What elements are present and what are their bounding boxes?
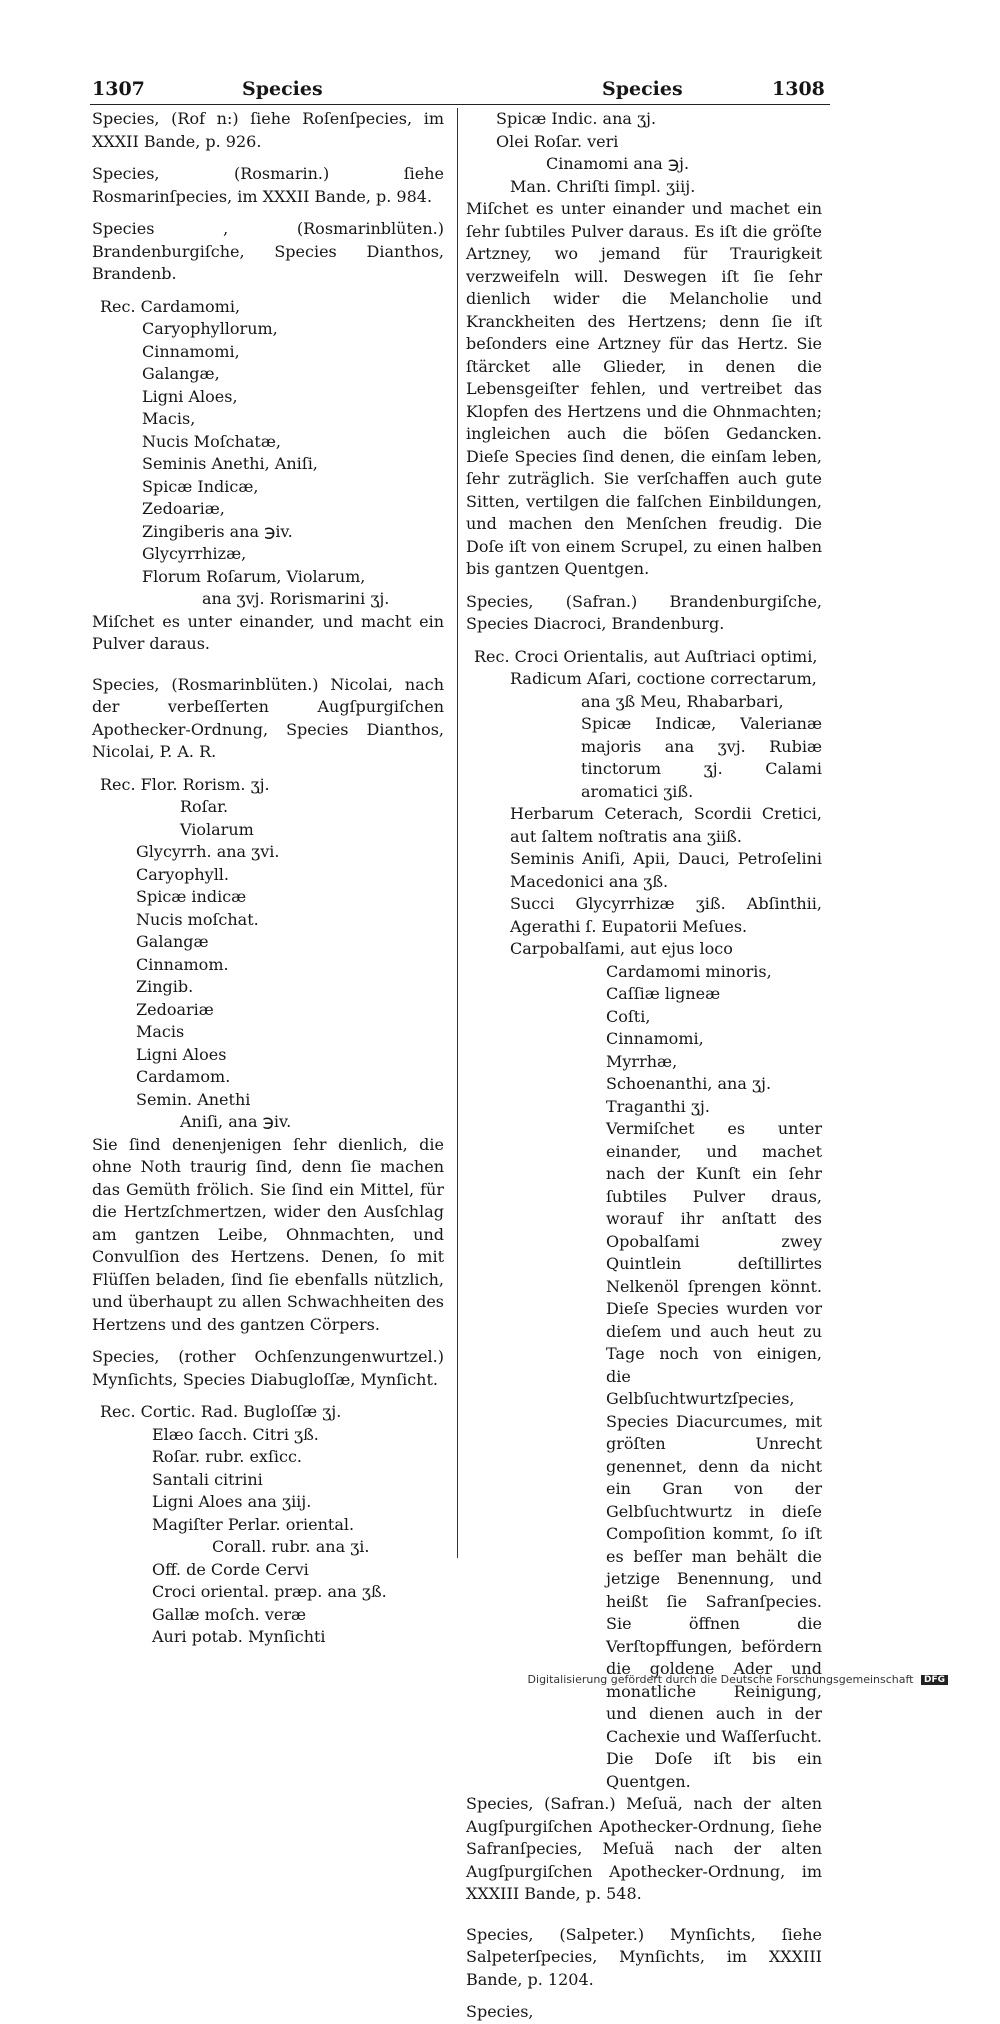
recipe-line: Glycyrrhizæ, bbox=[142, 544, 247, 563]
recipe-line: Vermiſchet es unter einander, und machet nach der Kunſt ein ſehr ſubtiles Pulver draus, worauf ihr anſtatt des Opobalſami zwey Quintlein deſtillirtes Nelkenöl ſprengen könnt. Dieſe Species wurden vor dieſem und auch heut zu Tage noch von einigen, die Gelbſuchtwurtzſpecies, Species Diacurcumes, mit gröſten Unrecht genennet, denn da nicht ein Gran von der Gelbſuchtwurtz in dieſe Compoſition kommt, ſo iſt es beſſer man behält die jetzige Benennung, und heißt ſie Safranſpecies. Sie öffnen die Verſtopffungen, befördern die goldene Ader und monatliche Reinigung, und dienen auch in der Cachexie und Waſſerſucht. Die Doſe iſt bis ein Quentgen. bbox=[606, 1119, 822, 1791]
usage-paragraph: Sie ſind denenjenigen ſehr dienlich, die ohne Noth traurig ſind, denn ſie machen das Gemüth frölich. Sie ſind ein Mittel, für die Hertzſchmertzen, wider den Ausſchlag am gantzen Leibe, Ohnmachten, und Convulſion des Hertzens. Denen, ſo mit Flüſſen beladen, ſind ſie ebenfalls nützlich, und überhaupt zu allen Schwachheiten des Hertzens und des gantzen Cörpers. bbox=[92, 1134, 444, 1334]
recipe-line: Caryophyll. bbox=[136, 864, 230, 884]
recipe-line: Caryophyllorum, bbox=[142, 319, 278, 338]
recipe-line: Rec. Flor. Rorism. ʒj. bbox=[100, 774, 270, 794]
entry-rosen: Species, (Rof n:) ſiehe Roſenſpecies, im XXXII Bande, p. 926. bbox=[92, 109, 444, 151]
recipe-line: Zingib. bbox=[136, 977, 194, 996]
recipe-line: Radicum Aſari, coctione correctarum, bbox=[510, 669, 817, 688]
entry-rosmarin: Species, (Rosmarin.) ſiehe Rosmarinſpecies, im XXXII Bande, p. 984. bbox=[92, 164, 444, 206]
recipe-line: Cardamomi minoris, bbox=[606, 961, 772, 981]
recipe-line: Ligni Aloes bbox=[136, 1044, 227, 1064]
recipe-line: Glycyrrh. ana ʒvi. bbox=[136, 842, 280, 861]
header-rule bbox=[90, 104, 830, 105]
recipe-line: Roſar. rubr. exſicc. bbox=[152, 1447, 302, 1466]
recipe-line: Traganthi ʒj. bbox=[606, 1096, 710, 1116]
recipe-line: Auri potab. Mynſichti bbox=[152, 1627, 326, 1646]
page-number-left: 1307 bbox=[92, 78, 145, 100]
recipe-line: Macis, bbox=[142, 409, 196, 428]
recipe-line: Seminis Aniſi, Apii, Dauci, Petroſelini Macedonici ana ʒß. bbox=[510, 849, 822, 891]
recipe-line: Ligni Aloes ana ʒiij. bbox=[152, 1492, 312, 1511]
recipe-line: Santali citrini bbox=[152, 1469, 263, 1489]
recipe-line: Zingiberis ana ℈iv. bbox=[142, 521, 293, 541]
recipe-line: Semin. Anethi bbox=[136, 1089, 251, 1109]
recipe-line: Spicæ Indicæ, bbox=[142, 476, 259, 496]
recipe-line: Carpobalſami, aut ejus loco bbox=[510, 939, 733, 958]
recipe-line: Succi Glycyrrhizæ ʒiß. Abſinthii, Agerathi ſ. Eupatorii Meſues. bbox=[510, 894, 822, 936]
recipe-line: Caſſiæ ligneæ bbox=[606, 984, 721, 1003]
recipe-line: Cardamom. bbox=[136, 1067, 231, 1086]
recipe-line: Seminis Anethi, Aniſi, bbox=[142, 454, 318, 473]
recipe-line: Croci oriental. præp. ana ʒß. bbox=[152, 1582, 387, 1601]
page-number-right: 1308 bbox=[772, 78, 825, 100]
recipe-line: ana ʒß Meu, Rhabarbari, bbox=[581, 691, 784, 711]
effects-paragraph: Miſchet es unter einander und machet ein ſehr ſubtiles Pulver daraus. Es iſt die gröſte Artzney, wo jemand für Traurigkeit verzweifeln will. Deswegen iſt ſie ſehr dienlich wider die Melancholie und Kranckheiten des Hertzens; denn ſie iſt beſonders eine Artzney für das Hertz. Sie ſtärcket alle Glieder, in denen die Lebensgeiſter fehlen, und vertreibet das Klopfen des Hertzens und die Ohnmachten; ingleichen auch die böſen Gedancken. Dieſe Species ſind denen, die einſam leben, ſehr zuträglich. Sie verſchaffen auch gute Sitten, vertilgen die falſchen Einbildungen, und machen den Menſchen freudig. Die Doſe iſt von einem Scrupel, zu einen halben bis gantzen Quentgen. bbox=[466, 199, 822, 578]
recipe-line: Myrrhæ, bbox=[606, 1051, 678, 1071]
recipe-line: Roſar. bbox=[180, 797, 229, 816]
preparation-paragraph: Species, (Safran.) Meſuä, nach der alten Augſpurgiſchen Apothecker-Ordnung, ſiehe Safranſpecies, Meſuä nach der alten Augſpurgiſchen Apothecker-Ordnung, im XXXIII Bande, p. 548. bbox=[466, 1794, 822, 1903]
recipe-line: Gallæ moſch. veræ bbox=[152, 1604, 307, 1624]
column-divider bbox=[457, 108, 458, 1558]
recipe-line: Rec. Cortic. Rad. Bugloſſæ ʒj. bbox=[100, 1402, 342, 1421]
right-column bbox=[466, 108, 822, 2024]
instruction-paragraph: Miſchet es unter einander, und macht ein Pulver daraus. bbox=[92, 611, 444, 653]
recipe-line: Rec. Cardamomi, bbox=[100, 296, 241, 316]
recipe-line: Man. Chriſti ſimpl. ʒiij. bbox=[510, 176, 696, 196]
recipe-line: Ligni Aloes, bbox=[142, 386, 238, 406]
recipe-line: Olei Roſar. veri bbox=[496, 131, 619, 151]
recipe-line: Macis bbox=[136, 1022, 185, 1041]
recipe-line: Zedoariæ bbox=[136, 999, 214, 1019]
recipe-line: Off. de Corde Cervi bbox=[152, 1559, 309, 1579]
recipe-line: Florum Roſarum, Violarum, bbox=[142, 566, 366, 586]
dfg-logo: DFG bbox=[921, 1675, 948, 1685]
recipe-line: Corall. rubr. ana ʒi. bbox=[212, 1537, 370, 1556]
recipe-line: Herbarum Ceterach, Scordii Cretici, aut ſaltem noſtratis ana ʒiiß. bbox=[510, 804, 822, 846]
running-head-left: Species bbox=[242, 78, 323, 100]
recipe-line: Cinnamom. bbox=[136, 954, 229, 974]
recipe-line: Zedoariæ, bbox=[142, 499, 225, 518]
entry-safran-brandenburg: Species, (Safran.) Brandenburgiſche, Species Diacroci, Brandenburg. bbox=[466, 591, 822, 633]
recipe-line: Cinnamomi, bbox=[606, 1029, 704, 1048]
recipe-line: Galangæ bbox=[136, 932, 209, 951]
recipe-line: Spicæ indicæ bbox=[136, 887, 247, 906]
recipe-line: Magiſter Perlar. oriental. bbox=[152, 1514, 355, 1534]
entry-rosmarinblueten-brandenburg: Species , (Rosmarinblüten.) Brandenburgiſche, Species Dianthos, Brandenb. bbox=[92, 219, 444, 283]
recipe-line: ana ʒvj. Rorismarini ʒj. bbox=[202, 589, 390, 608]
running-head-right: Species bbox=[602, 78, 683, 100]
entry-rosmarinblueten-nicolai: Species, (Rosmarinblüten.) Nicolai, nach der verbeſſerten Augſpurgiſchen Apothecker-Ordnung, Species Dianthos, Nicolai, P. A. R. bbox=[92, 674, 444, 761]
recipe-line: Nucis Moſchatæ, bbox=[142, 431, 281, 451]
left-column bbox=[92, 108, 444, 1649]
recipe-line: Elæo ſacch. Citri ʒß. bbox=[152, 1424, 319, 1444]
recipe-line: Violarum bbox=[180, 819, 254, 839]
recipe-line: Spicæ Indicæ, Valerianæ majoris ana ʒvj. Rubiæ tinctorum ʒj. Calami aromatici ʒiß. bbox=[581, 714, 822, 801]
recipe-line: Schoenanthi, ana ʒj. bbox=[606, 1074, 772, 1093]
recipe-line: Aniſi, ana ℈iv. bbox=[180, 1112, 292, 1131]
entry-ochsenzungenwurtzel: Species, (rother Ochſenzungenwurtzel.) Mynſichts, Species Diabugloſſæ, Mynſicht. bbox=[92, 1347, 444, 1389]
entry-safran-mesua: Species, (Salpeter.) Mynſichts, ſiehe Salpeterſpecies, Mynſichts, im XXXIII Bande, p. 1204. bbox=[466, 1924, 822, 1989]
recipe-line: Nucis moſchat. bbox=[136, 909, 259, 929]
recipe-line: Cinnamomi, bbox=[142, 341, 240, 361]
recipe-line: Cinamomi ana ℈j. bbox=[546, 154, 690, 173]
recipe-line: Spicæ Indic. ana ʒj. bbox=[496, 109, 657, 128]
recipe-line: Coſti, bbox=[606, 1006, 651, 1026]
entry-salpeter: Species, bbox=[466, 2002, 534, 2021]
recipe-line: Galangæ, bbox=[142, 364, 220, 383]
digitization-footer bbox=[528, 1673, 948, 1686]
funding-credit: Digitalisierung gefördert durch die Deutsche Forschungsgemeinschaft bbox=[527, 1673, 914, 1686]
recipe-line: Rec. Croci Orientalis, aut Auſtriaci optimi, bbox=[474, 646, 818, 666]
